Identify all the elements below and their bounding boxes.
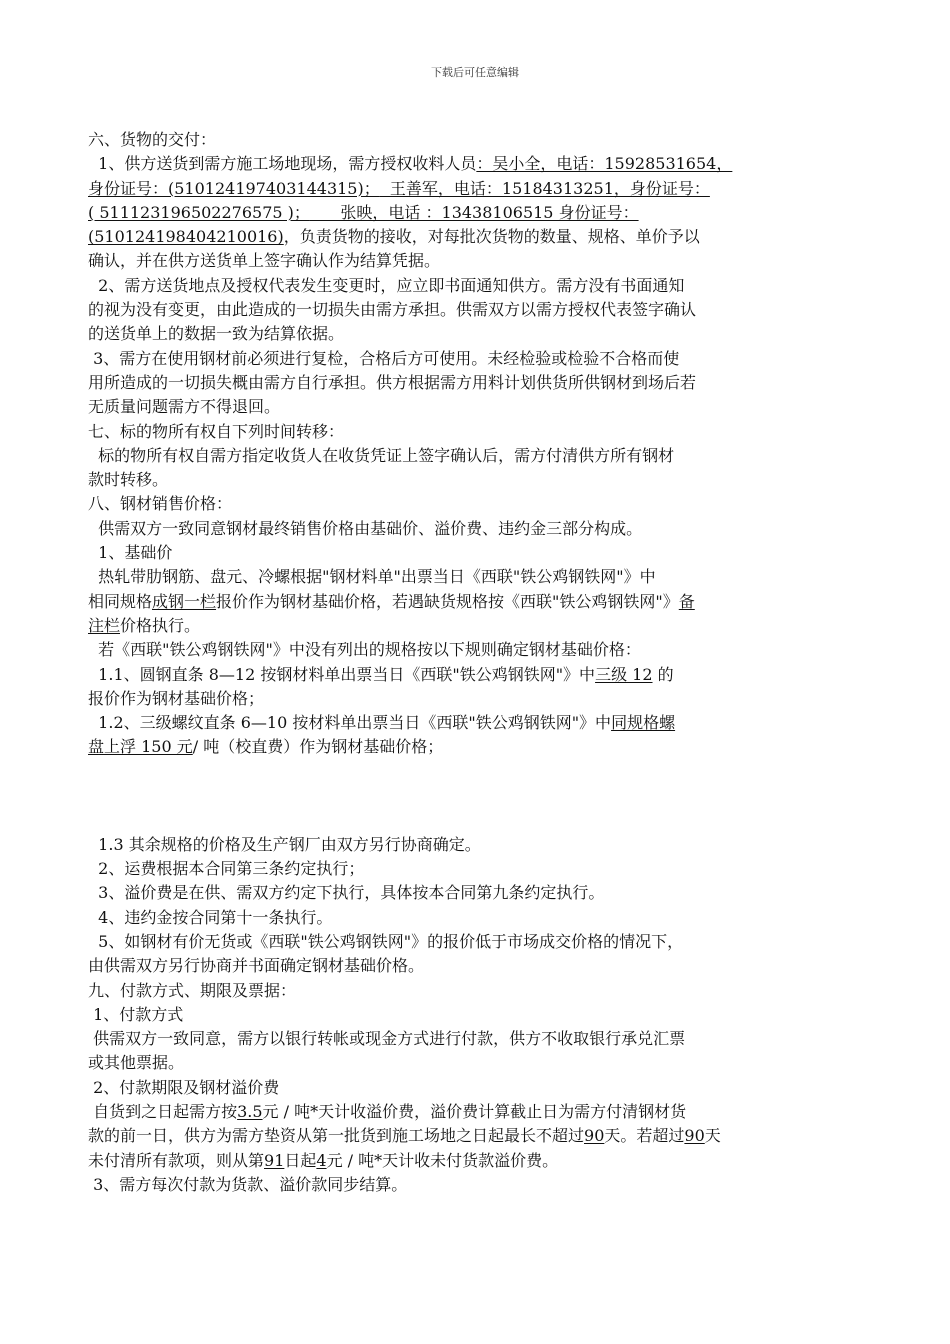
s8-rule-1-2-line1: 1.2、三级螺纹直条 6—10 按材料单出票当日《西联"铁公鸡钢铁网"》中同规格螺 [88, 713, 676, 733]
s9-payment-line2: 或其他票据。 [88, 1053, 185, 1073]
s6-p3-line3: 无质量问题需方不得退回。 [88, 397, 281, 417]
s8-base-line1: 热轧带肋钢筋、盘元、冷螺根据"钢材料单"出票当日《西联"铁公鸡钢铁网"》中 [88, 567, 656, 587]
s6-p2-line1: 2、需方送货地点及授权代表发生变更时，应立即书面通知供方。需方没有书面通知 [88, 275, 685, 295]
s6-p2-line2: 的视为没有变更，由此造成的一切损失由需方承担。供需双方以需方授权代表签字确认 [88, 300, 697, 320]
s6-p1-line5: 确认，并在供方送货单上签字确认作为结算凭据。 [88, 251, 441, 271]
s6-p1-line2: 身份证号：(510124197403144315)； 王善军，电话：15184313251，身份证号： [88, 178, 710, 198]
s8-base-line2: 相同规格成钢一栏报价作为钢材基础价格，若遇缺货规格按《西联"铁公鸡钢铁网"》备 [88, 591, 695, 611]
s7-line1: 标的物所有权自需方指定收货人在收货凭证上签字确认后，需方付清供方所有钢材 [88, 445, 675, 465]
s9-item3: 3、需方每次付款为货款、溢价款同步结算。 [88, 1174, 408, 1194]
s6-p1-line3: ( 511123196502276575 )； 张映，电话 ：13438106515 身份证号： [88, 202, 639, 222]
section-7-title: 七、标的物所有权自下列时间转移： [88, 421, 345, 441]
s8-rule-1-1-line1: 1.1、圆钢直条 8—12 按钢材料单出票当日《西联"铁公鸡钢铁网"》中三级 12 的 [88, 664, 674, 684]
s6-p3-line1: 3、需方在使用钢材前必须进行复检，合格后方可使用。未经检验或检验不合格而使 [88, 348, 680, 368]
s9-item2-title: 2、付款期限及钢材溢价费 [88, 1077, 280, 1097]
s8-rule-1-2-line2: 盘上浮 150 元/ 吨（校直费）作为钢材基础价格； [88, 737, 444, 757]
page-header: 下载后可任意编辑 [431, 66, 519, 79]
s8-item2: 2、运费根据本合同第三条约定执行； [88, 859, 365, 879]
s8-intro: 供需双方一致同意钢材最终销售价格由基础价、溢价费、违约金三部分构成。 [88, 518, 643, 538]
s8-base-line4: 若《西联"铁公鸡钢铁网"》中没有列出的规格按以下规则确定钢材基础价格： [88, 640, 641, 660]
s8-item3: 3、溢价费是在供、需双方约定下执行，具体按本合同第九条约定执行。 [88, 883, 605, 903]
s9-term-line1: 自货到之日起需方按3.5元 / 吨*天计收溢价费，溢价费计算截止日为需方付清钢材货 [88, 1101, 687, 1121]
s6-p1-line1: 1、供方送货到需方施工场地现场，需方授权收料人员：吴小全，电话：15928531654， [88, 154, 733, 174]
s6-p3-line2: 用所造成的一切损失概由需方自行承担。供方根据需方用料计划供货所供钢材到场后若 [88, 372, 697, 392]
s9-item1-title: 1、付款方式 [88, 1004, 184, 1024]
s7-line2: 款时转移。 [88, 470, 169, 490]
s8-base-line3: 注栏价格执行。 [88, 615, 201, 635]
s8-rule-1-3: 1.3 其余规格的价格及生产钢厂由双方另行协商确定。 [88, 834, 481, 854]
s8-item5-line1: 5、如钢材有价无货或《西联"铁公鸡钢铁网"》的报价低于市场成交价格的情况下， [88, 931, 684, 951]
contract-body [88, 128, 856, 1197]
s6-p2-line3: 的送货单上的数据一致为结算依据。 [88, 324, 345, 344]
s8-rule-1-1-line2: 报价作为钢材基础价格； [88, 688, 265, 708]
s6-p1-line4: (510124198404210016)，负责货物的接收，对每批次货物的数量、规格、单价予以 [88, 227, 700, 247]
section-9-title: 九、付款方式、期限及票据： [88, 980, 297, 1000]
s8-item1-title: 1、基础价 [88, 543, 173, 563]
s8-item5-line2: 由供需双方另行协商并书面确定钢材基础价格。 [88, 956, 425, 976]
s9-payment-line1: 供需双方一致同意，需方以银行转帐或现金方式进行付款，供方不收取银行承兑汇票 [88, 1029, 686, 1049]
section-8-title: 八、钢材销售价格： [88, 494, 233, 514]
s9-term-line2: 款的前一日，供方为需方垫资从第一批货到施工场地之日起最长不超过90天。若超过90天 [88, 1126, 721, 1146]
s9-term-line3: 未付清所有款项，则从第91日起4元 / 吨*天计收未付货款溢价费。 [88, 1150, 559, 1170]
section-6-title: 六、货物的交付： [88, 130, 217, 149]
s8-item4: 4、违约金按合同第十一条执行。 [88, 907, 333, 927]
blank-gap [88, 760, 856, 833]
